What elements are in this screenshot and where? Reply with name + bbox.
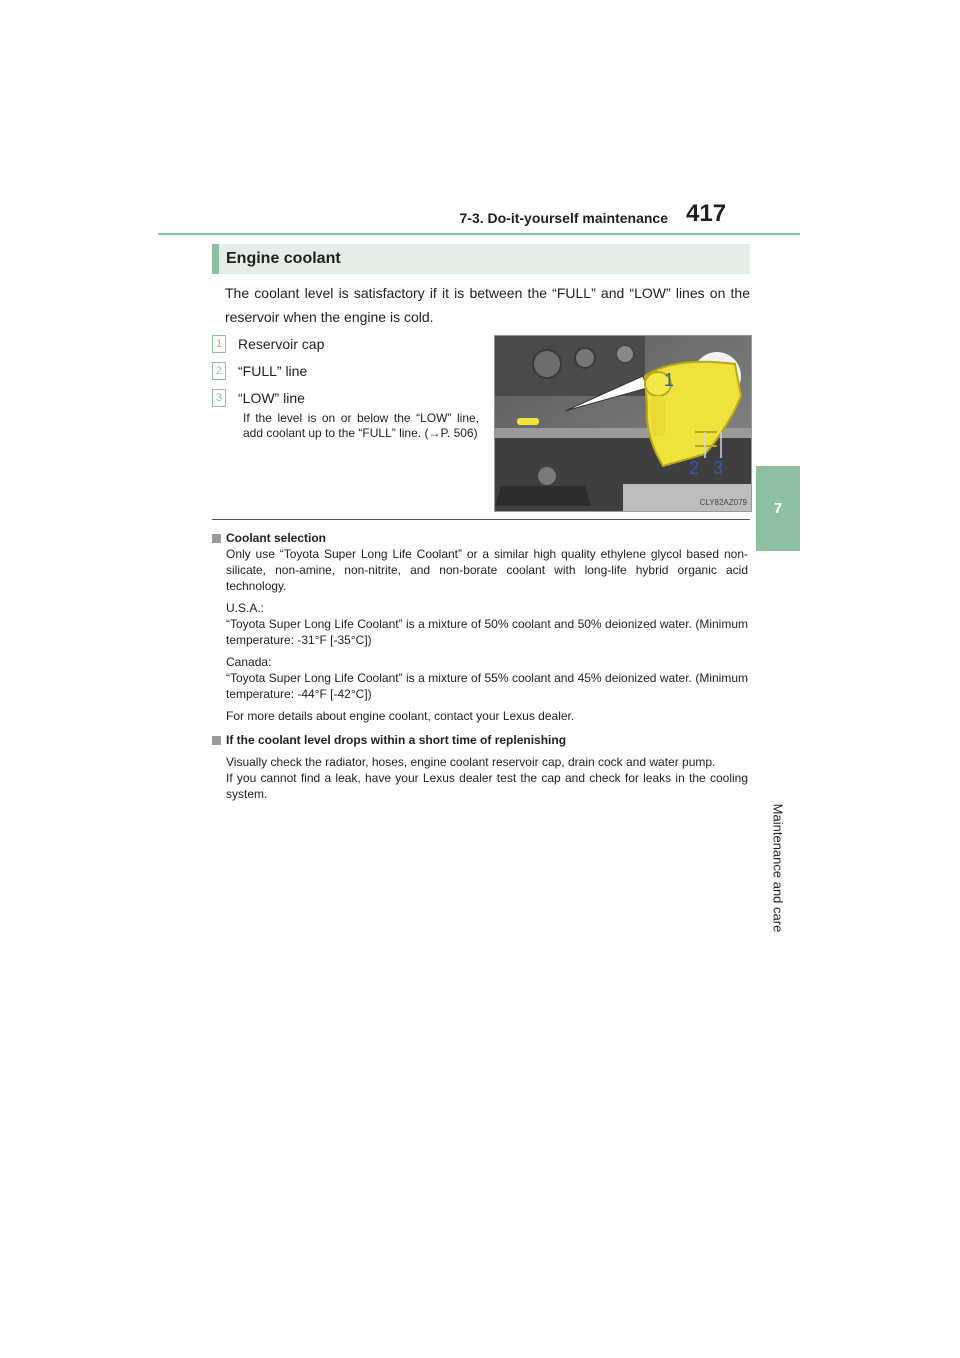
item-label: “FULL” line	[238, 362, 308, 379]
item-number-badge: 2	[212, 362, 226, 380]
note-paragraph: For more details about engine coolant, contact your Lexus dealer.	[226, 709, 575, 723]
note-paragraph: “Toyota Super Long Life Coolant” is a mixture of 50% coolant and 50% deionized water. (Minimum temperature: -31°F [-35°C])	[226, 617, 748, 647]
parts-list	[212, 330, 482, 411]
note-paragraph: Canada:	[226, 655, 272, 669]
square-bullet-icon	[212, 534, 221, 543]
list-item	[212, 357, 482, 384]
engine-coolant-figure	[494, 335, 752, 512]
note-coolant-selection	[212, 530, 748, 724]
list-item	[212, 384, 482, 411]
list-item	[212, 330, 482, 357]
section-title: Engine coolant	[226, 250, 341, 267]
square-bullet-icon	[212, 736, 221, 745]
callout-3: 3	[713, 458, 724, 478]
engine-bay-illustration	[495, 336, 751, 511]
refill-note: If the level is on or below the “LOW” line, add coolant up to the “FULL” line. (→P. 506)	[243, 411, 479, 440]
note-heading	[212, 530, 748, 546]
figure-code: CLY82AZ079	[699, 498, 747, 507]
item-label: “LOW” line	[238, 389, 305, 406]
section-divider	[212, 519, 750, 520]
item-number-badge: 1	[212, 335, 226, 353]
item-number-badge: 3	[212, 389, 226, 407]
note-heading-text: If the coolant level drops within a short time of replenishing	[226, 733, 567, 747]
callout-1: 1	[664, 370, 675, 390]
note-paragraph: Only use “Toyota Super Long Life Coolant” or a similar high quality ethylene glycol based non-silicate, non-amine, non-nitrite, and non-borate coolant with long-life hybrid organic acid technology.	[226, 547, 748, 593]
note-paragraph: Visually check the radiator, hoses, engine coolant reservoir cap, drain cock and water pump.	[226, 755, 716, 769]
section-heading-bar	[212, 244, 219, 274]
note-paragraph: “Toyota Super Long Life Coolant” is a mixture of 55% coolant and 45% deionized water. (Minimum temperature: -44°F [-42°C])	[226, 671, 748, 701]
note-heading	[212, 732, 748, 748]
header-rule	[158, 233, 800, 235]
chapter-number: 7	[773, 500, 783, 517]
page-number: 417	[686, 200, 727, 227]
section-heading	[212, 244, 750, 274]
note-heading-text: Coolant selection	[226, 531, 327, 545]
callout-2: 2	[689, 458, 700, 478]
chapter-tab[interactable]	[756, 466, 800, 551]
header-section-title: 7-3. Do-it-yourself maintenance	[459, 210, 668, 226]
chapter-title: Maintenance and care	[770, 803, 786, 933]
note-paragraph: If you cannot find a leak, have your Lexus dealer test the cap and check for leaks in the cooling system.	[226, 771, 748, 801]
item-label: Reservoir cap	[238, 335, 325, 352]
section-intro: The coolant level is satisfactory if it is between the “FULL” and “LOW” lines on the reservoir when the engine is cold.	[225, 285, 750, 325]
note-paragraph: U.S.A.:	[226, 601, 265, 615]
note-coolant-level-drops	[212, 732, 748, 802]
